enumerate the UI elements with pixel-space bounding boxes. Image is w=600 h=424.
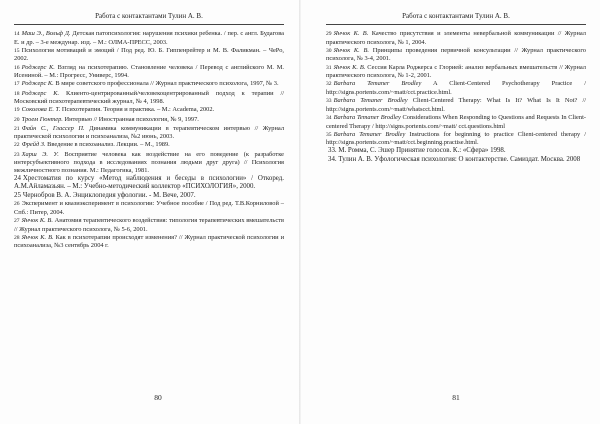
reference-item: 24 Хрестоматия по курсу «Метод наблюдения и беседы в психологии» / Откоред. А.М.Айламазьян. – М.: Учебно-методический коллектор «ПСИХОЛОГИЯ», 2000.: [14, 175, 284, 191]
page-number: 81: [452, 393, 460, 402]
reference-item: 18 Роджерс К. Клиенто-центрированный/человекоцентрированный подход к терапии // Московский психотерапевтический журнал, № 4, 1998.: [14, 89, 285, 106]
reference-item: 19 Соколова Е. Т. Психотерапия. Теория и практика. – М.: Academa, 2002.: [14, 106, 215, 114]
reference-item: 14 Маш Э., Вольф Д. Детская патопсихология: нарушения психики ребенка. / пер. с англ. Будагова Е. и др. – 3-е междунар. изд. – М.: ОЛМА-ПРЕСС, 2003.: [14, 30, 285, 46]
page-header: Работа с контактантами Тулин А. В.: [326, 0, 586, 25]
reference-list: [14, 30, 284, 250]
right-page: [300, 0, 600, 424]
reference-list: [326, 30, 586, 164]
reference-item: 35 Barbara Temaner Brodley Instructions for beginning to practice Client-centered therapy / http://signs.portents.com/~matt/cct.beginning.practise.html.: [326, 130, 586, 147]
reference-item: 32 Barbara Temaner Brodley A Client-Centered Psychotherapy Practice / http://signs.portents.com/~matt/cct.practice.html.: [326, 80, 586, 96]
reference-item: 16 Роджерс К. Взгляд на психотерапию. Становление человека / Перевод с английского М. М. Исениной. – М.: Прогресс, Универс, 1994.: [14, 63, 285, 80]
reference-item: 23 Харш Э. У. Восприятие человека как воздействие на его поведение (к разработке интерсубъективного подхода в исследованиях познания людьми друг друга) // Психология межличностного познания. М.: Педагогика, 1981.: [14, 150, 284, 174]
reference-item: 20 Троем Гюнтер. Интервью // Иностранная психология, № 9, 1997.: [14, 115, 199, 123]
reference-item: 31 Янчок К. В. Сессия Карла Роджерса с Глорией: анализ вербальных вмешательств // Журнал практического психолога, № 1-2, 2001.: [326, 63, 586, 80]
reference-item: 15 Психология мотиваций и эмоций / Под ред. Ю. Б. Гиппенрейтер и М. В. Фаликман. – ЧеРо, 2002.: [14, 46, 284, 63]
reference-item: 33 Barbara Temaner Brodley Client-Centered Therapy: What Is It? What Is It Not? // http://signs.portents.com/~matt/whatscct.html.: [326, 97, 586, 113]
reference-item: 25 Чернобров В. А. Энциклопедия уфологии. - М. Вече, 2007.: [14, 191, 196, 199]
reference-item: 28 Янчок К. В. Как в психотерапии происходят изменения? // Журнал практической психологии и психоанализа, №3 сентябрь 2004 г.: [14, 233, 284, 250]
reference-item: 17 Роджерс К. В мире советского профессионала // Журнал практического психолога, 1997, № 3.: [14, 80, 279, 88]
reference-item: 26 Эксперимент и квазиэксперимент в психологии: Учебное пособие / Под ред. Т.В.Корниловой – Спб.: Питер, 2004.: [14, 200, 284, 216]
reference-item: 33. М. Ромма, С. Эшер Принятие голосов. К.: «Сфера» 1998.: [328, 147, 506, 155]
reference-item: 34 Barbara Temaner Brodley Considerations When Responding to Questions and Requests In Client-centered Therapy / http://signs.portents.com/~matt/ cct.questions.html: [326, 113, 586, 130]
reference-item: 27 Янчок К. В. Анатомия терапевтического воздействия: типология терапевтических вмешательств // Журнал практического психолога, № 5-6, 2001.: [14, 217, 284, 233]
reference-item: 21 Файн С., Глассер П. Динамика коммуникации в терапевтическом интервью // Журнал практической психологии и психоанализа, №2 июнь, 2003.: [14, 124, 285, 141]
reference-item: 29 Янчок К. В. Качество присутствия и элементы невербальной коммуникации // Журнал практического психолога, № 1, 2004.: [326, 30, 586, 46]
reference-item: 30 Янчок К. В. Принципы проведения первичной консультации // Журнал практического психолога, № 3-4, 2001.: [326, 46, 586, 63]
reference-item: 34. Тулин А. В. Уфологическая психология: О контактерстве. Самиздат. Москва. 2008: [328, 156, 581, 164]
reference-item: 22 Фрейд З. Введение в психоанализ. Лекции. – М., 1989.: [14, 141, 170, 149]
page-number: 80: [154, 393, 162, 402]
page-header: Работа с контактантами Тулин А. В.: [14, 0, 284, 25]
